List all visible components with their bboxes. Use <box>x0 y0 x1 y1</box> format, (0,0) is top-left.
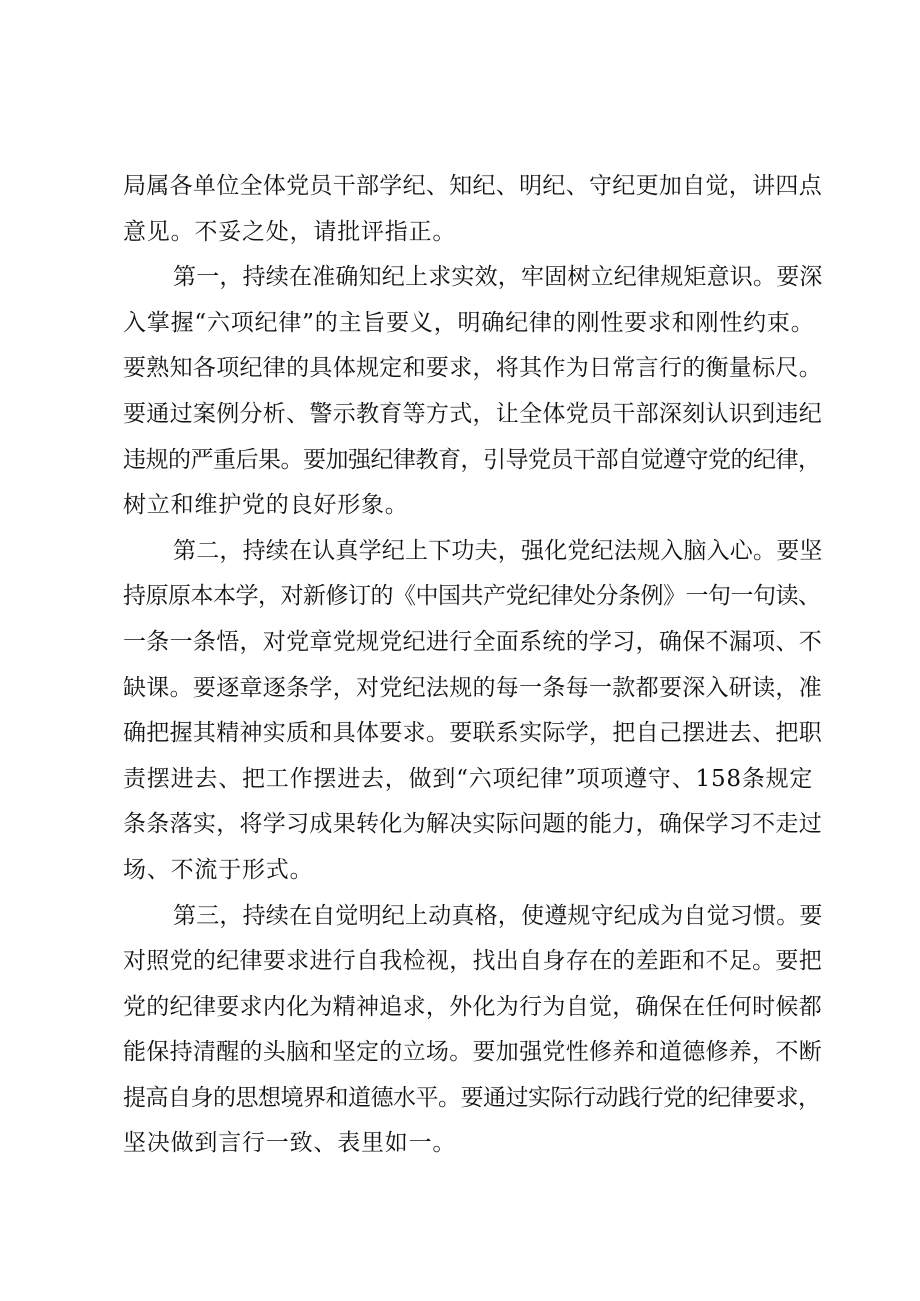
text-line: 场、不流于形式。 <box>123 856 314 883</box>
body-text <box>123 164 823 1167</box>
text-line: 能保持清醒的头脑和坚定的立场。要加强党性修养和道德修养，不断 <box>123 1039 822 1066</box>
text-line: 坚决做到言行一致、表里如一。 <box>123 1130 457 1157</box>
text-line: 责摆进去、把工作摆进去，做到“六项纪律”项项遵守、158条规定 <box>123 765 814 792</box>
text-line: 党的纪律要求内化为精神追求，外化为行为自觉，确保在任何时候都 <box>123 993 822 1020</box>
text-line: 意见。不妥之处，请批评指正。 <box>123 218 457 245</box>
paragraph-start-line: 第二，持续在认真学纪上下功夫，强化党纪法规入脑入心。要坚 <box>173 537 823 564</box>
text-line: 要熟知各项纪律的具体规定和要求，将其作为日常言行的衡量标尺。 <box>123 355 822 382</box>
text-line: 确把握其精神实质和具体要求。要联系实际学，把自己摆进去、把职 <box>123 720 822 747</box>
text-line: 违规的严重后果。要加强纪律教育，引导党员干部自觉遵守党的纪律， <box>123 446 821 473</box>
text-line: 持原原本本学，对新修订的《中国共产党纪律处分条例》一句一句读、 <box>123 583 821 610</box>
text-line: 对照党的纪律要求进行自我检视，找出自身存在的差距和不足。要把 <box>123 948 822 975</box>
paragraph-start-line: 第三，持续在自觉明纪上动真格，使遵规守纪成为自觉习惯。要 <box>173 902 823 929</box>
paragraph-start-line: 第一，持续在准确知纪上求实效，牢固树立纪律规矩意识。要深 <box>173 264 823 291</box>
text-line: 局属各单位全体党员干部学纪、知纪、明纪、守纪更加自觉，讲四点 <box>123 173 822 199</box>
text-line: 条条落实，将学习成果转化为解决实际问题的能力，确保学习不走过 <box>123 811 822 838</box>
text-line: 一条一条悟，对党章党规党纪进行全面系统的学习，确保不漏项、不 <box>123 628 822 655</box>
text-line: 入掌握“六项纪律”的主旨要义，明确纪律的刚性要求和刚性约束。 <box>123 309 815 336</box>
text-line: 要通过案例分析、警示教育等方式，让全体党员干部深刻认识到违纪 <box>123 400 822 427</box>
text-line: 缺课。要逐章逐条学，对党纪法规的每一条每一款都要深入研读，准 <box>123 674 822 701</box>
text-line: 树立和维护党的良好形象。 <box>123 492 409 519</box>
text-line: 提高自身的思想境界和道德水平。要通过实际行动践行党的纪律要求， <box>123 1084 821 1111</box>
